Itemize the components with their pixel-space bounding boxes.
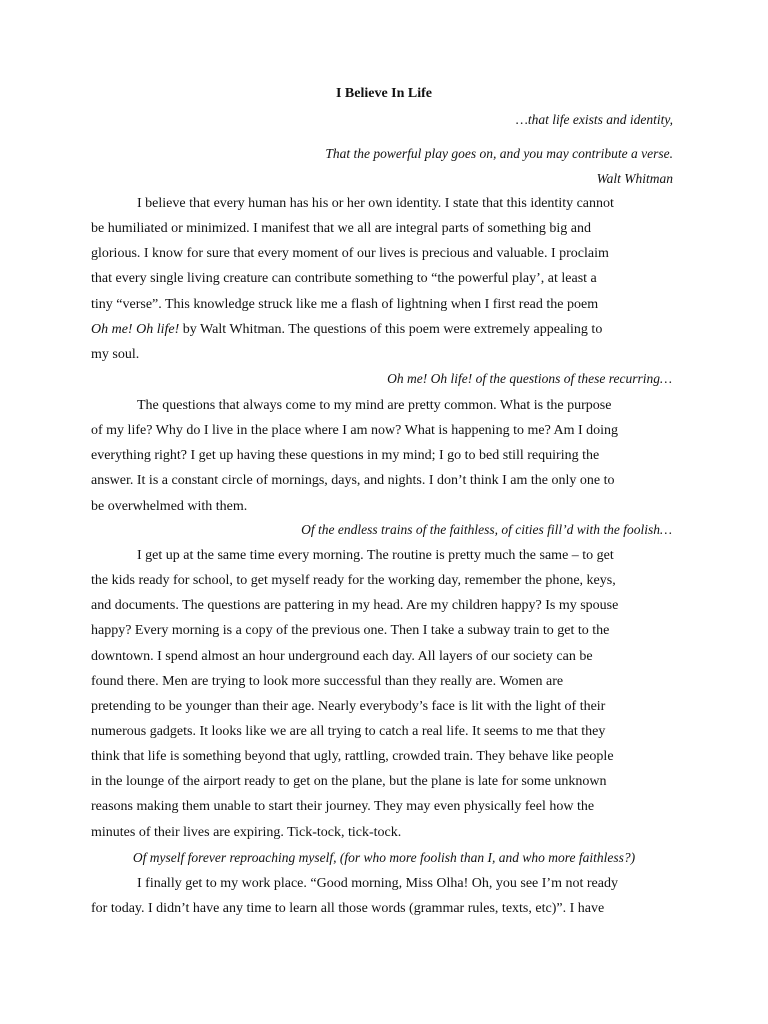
- paragraph-4: [91, 871, 675, 921]
- paragraph-2: [91, 393, 675, 519]
- text-line: downtown. I spend almost an hour underground each day. All layers of our society can be: [91, 648, 593, 664]
- text-line: the kids ready for school, to get myself ready for the working day, remember the phone, keys,: [91, 573, 616, 589]
- text-line: I get up at the same time every morning. The routine is pretty much the same – to get: [137, 548, 614, 563]
- text-line: found there. Men are trying to look more successful than they really are. Women are: [91, 673, 564, 689]
- text-line: glorious. I know for sure that every moment of our lives is precious and valuable. I proclaim: [91, 246, 609, 262]
- text-line: and documents. The questions are pattering in my head. Are my children happy? Is my spouse: [91, 598, 619, 614]
- text-line: in the lounge of the airport ready to get on the plane, but the plane is late for some unknown: [91, 774, 607, 790]
- text-line: reasons making them unable to start their journey. They may even physically feel how the: [91, 799, 595, 815]
- paragraph-3: [91, 543, 675, 845]
- text-line: answer. It is a constant circle of mornings, days, and nights. I don’t think I am the only one to: [91, 473, 615, 489]
- text-line: I believe that every human has his or her own identity. I state that this identity cannot: [137, 196, 614, 211]
- text-line: [91, 317, 675, 342]
- quote-1: Oh me! Oh life! of the questions of these recurring…: [387, 371, 672, 386]
- epigraph-line-2: That the powerful play goes on, and you may contribute a verse.: [325, 146, 673, 161]
- epigraph-author: Walt Whitman: [596, 171, 673, 186]
- text-line: I finally get to my work place. “Good morning, Miss Olha! Oh, you see I’m not ready: [137, 876, 618, 891]
- quote-2: Of the endless trains of the faithless, of cities fill’d with the foolish…: [301, 522, 672, 537]
- paragraph-1: [91, 191, 675, 367]
- text-line: of my life? Why do I live in the place where I am now? What is happening to me? Am I doing: [91, 423, 619, 439]
- epigraph-line-1: …that life exists and identity,: [515, 112, 673, 127]
- text-line: be overwhelmed with them.: [91, 498, 248, 514]
- text-line: numerous gadgets. It looks like we are all trying to catch a real life. It seems to me that they: [91, 723, 606, 739]
- text-line: for today. I didn’t have any time to learn all those words (grammar rules, texts, etc)”. I have: [91, 901, 605, 917]
- text-line: The questions that always come to my mind are pretty common. What is the purpose: [137, 398, 612, 413]
- text-line: be humiliated or minimized. I manifest that we all are integral parts of something big and: [91, 221, 591, 237]
- poem-title: Oh me! Oh life!: [91, 321, 180, 337]
- essay-title: I Believe In Life: [335, 86, 433, 101]
- text-line: happy? Every morning is a copy of the previous one. Then I take a subway train to get to the: [91, 623, 610, 639]
- text-line: that every single living creature can contribute something to “the powerful play’, at least a: [91, 271, 597, 287]
- text-line: tiny “verse”. This knowledge struck like me a flash of lightning when I first read the poem: [91, 296, 599, 312]
- text-line: everything right? I get up having these questions in my mind; I go to bed still requiring the: [91, 448, 600, 464]
- text-line: pretending to be younger than their age. Nearly everybody’s face is lit with the light of their: [91, 698, 606, 714]
- text-fragment: by Walt Whitman. The questions of this poem were extremely appealing to: [179, 321, 603, 337]
- text-line: my soul.: [91, 346, 140, 362]
- quote-3: Of myself forever reproaching myself, (for who more foolish than I, and who more faithless?): [132, 850, 636, 865]
- text-line: minutes of their lives are expiring. Tick-tock, tick-tock.: [91, 824, 402, 840]
- text-line: think that life is something beyond that ugly, rattling, crowded train. They behave like people: [91, 749, 614, 765]
